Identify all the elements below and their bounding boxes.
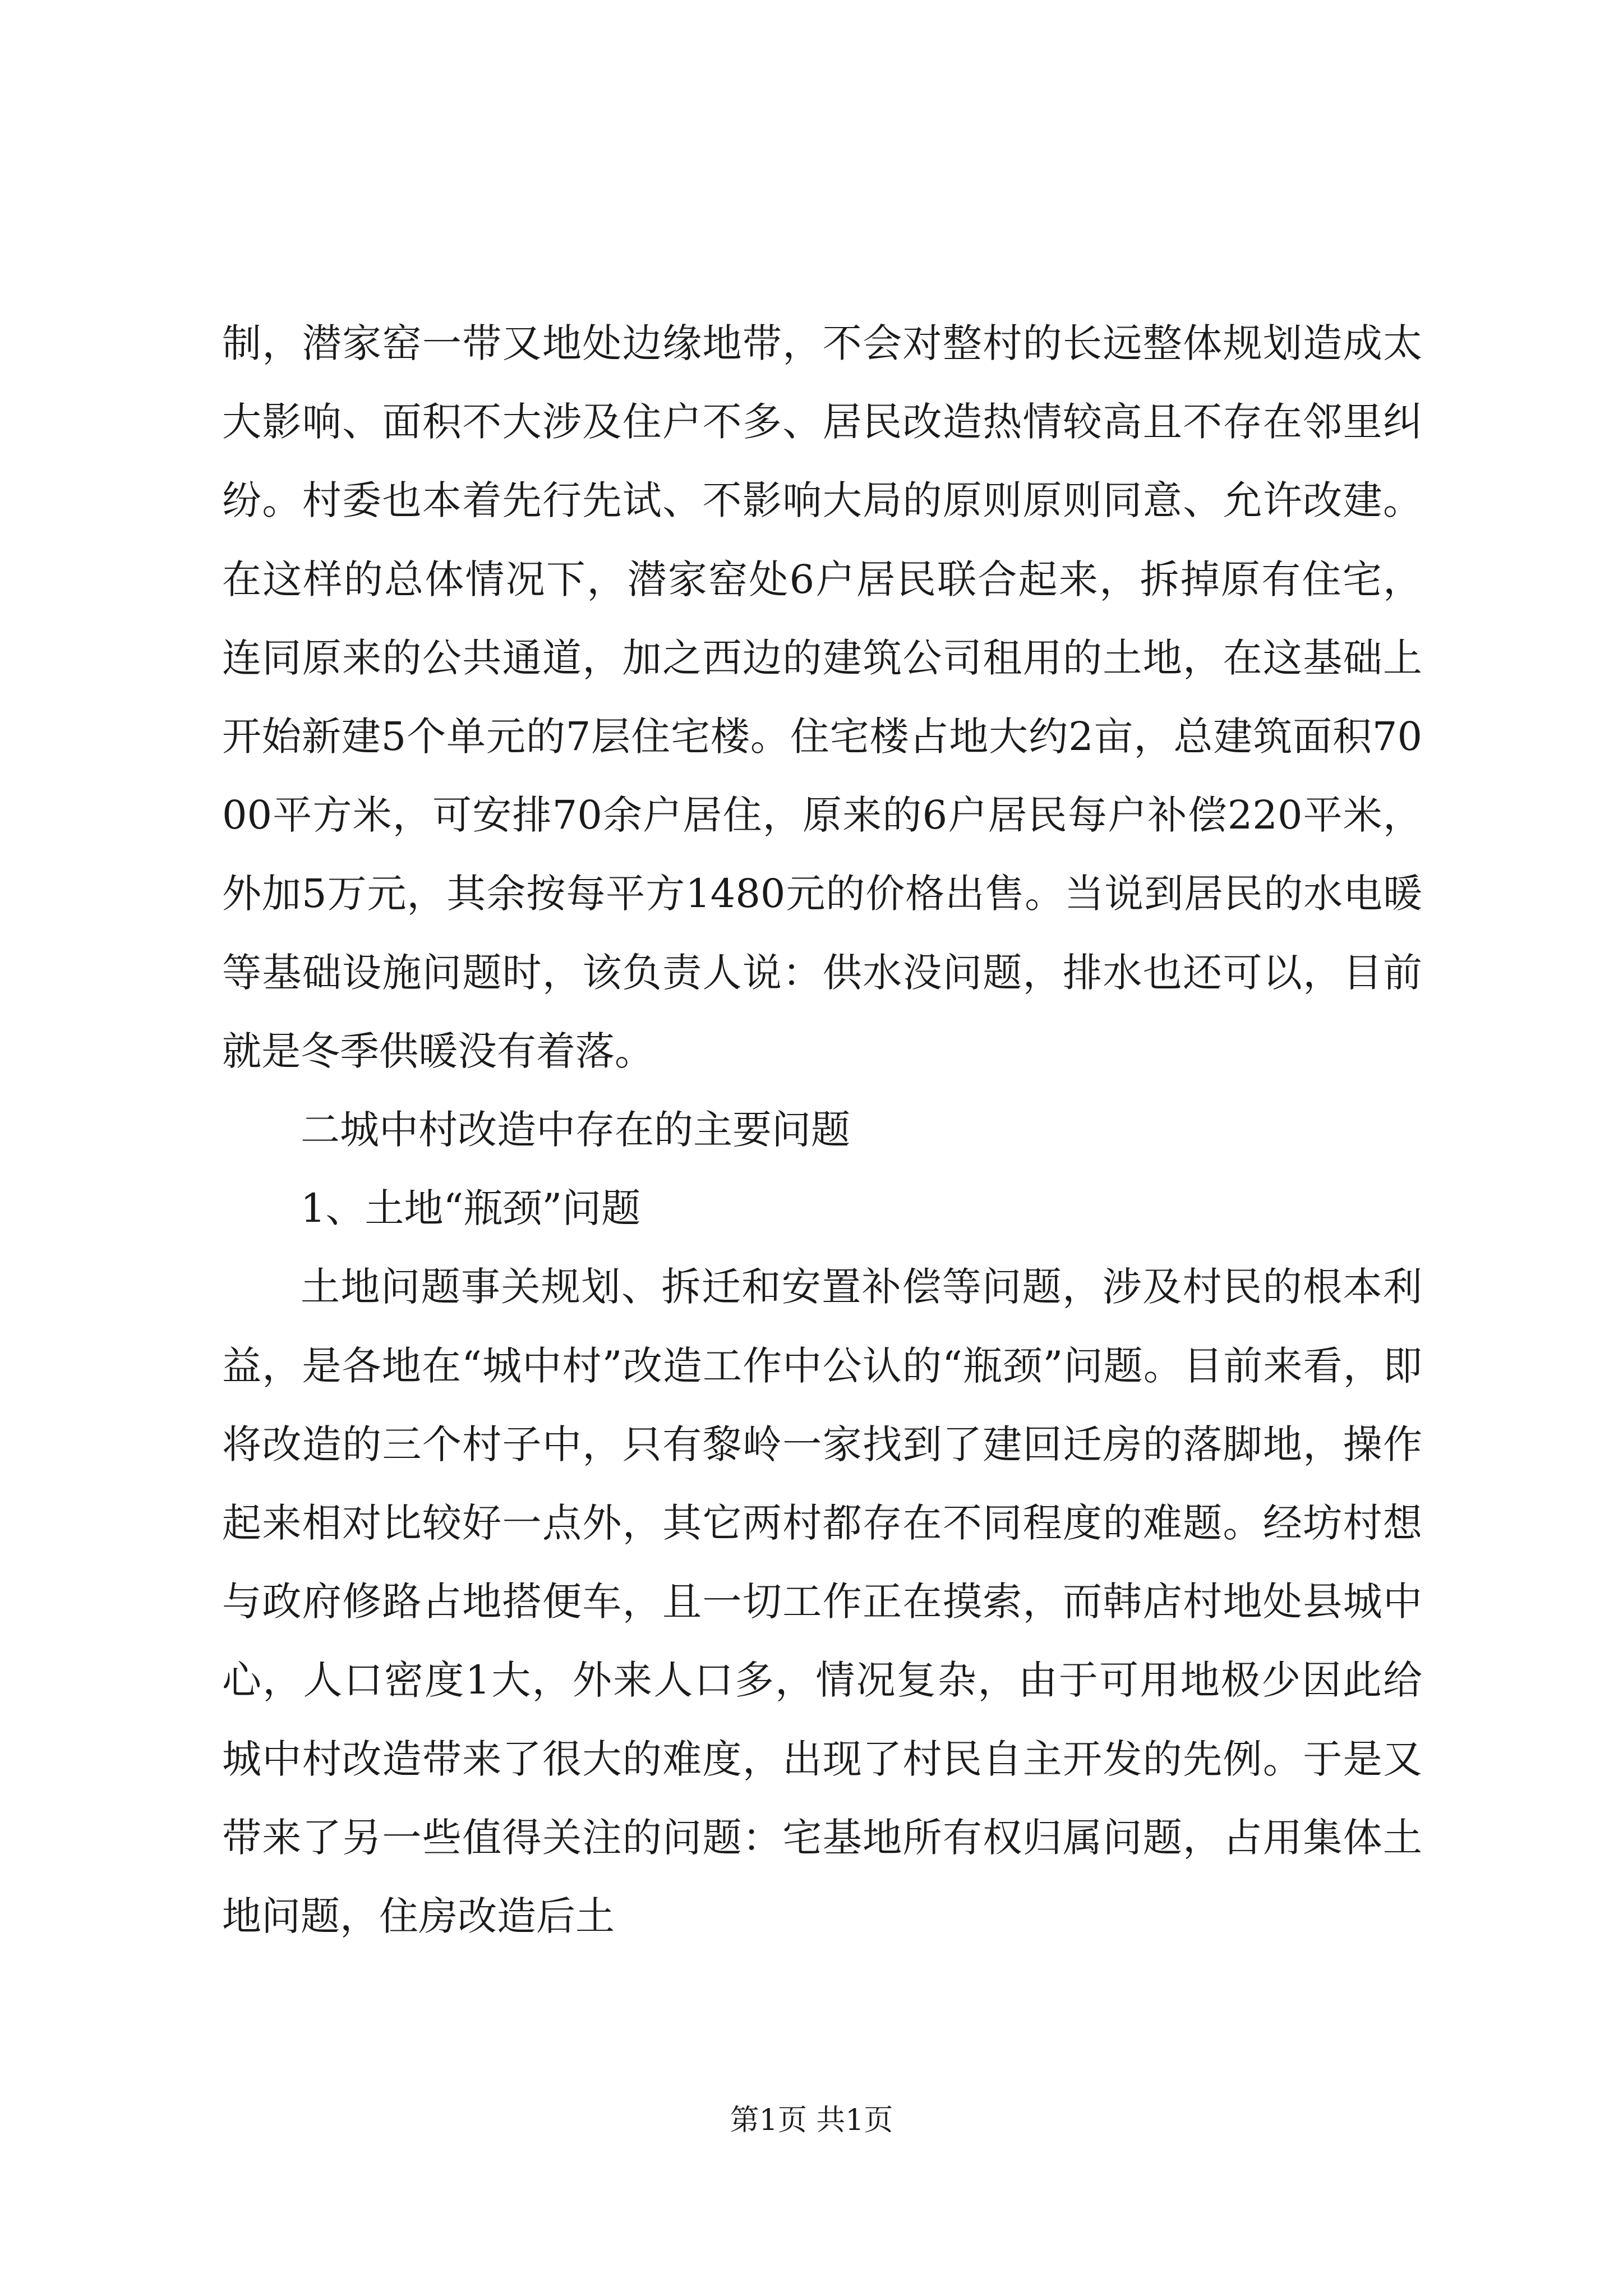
document-body: [222, 304, 1422, 1955]
paragraph-continued: 制，潜家窑一带又地处边缘地带，不会对整村的长远整体规划造成太大影响、面积不大涉及住户不多、居民改造热情较高且不存在邻里纠纷。村委也本着先行先试、不影响大局的原则原则同意、允许改建。在这样的总体情况下，潜家窑处6户居民联合起来，拆掉原有住宅，连同原来的公共通道，加之西边的建筑公司租用的土地，在这基础上开始新建5个单元的7层住宅楼。住宅楼占地大约2亩，总建筑面积7000平方米，可安排70余户居住，原来的6户居民每户补偿220平米，外加5万元，其余按每平方1480元的价格出售。当说到居民的水电暖等基础设施问题时，该负责人说：供水没问题，排水也还可以，目前就是冬季供暖没有着落。: [222, 320, 1422, 1074]
section-heading: 二城中村改造中存在的主要问题: [301, 1107, 850, 1153]
subsection-heading: 1、土地“瓶颈”问题: [301, 1185, 641, 1232]
paragraph-land-bottleneck: 土地问题事关规划、拆迁和安置补偿等问题，涉及村民的根本利益，是各地在“城中村”改造工作中公认的“瓶颈”问题。目前来看，即将改造的三个村子中，只有黎岭一家找到了建回迁房的落脚地，操作起来相对比较好一点外，其它两村都存在不同程度的难题。经坊村想与政府修路占地搭便车，且一切工作正在摸索，而韩店村地处县城中心，人口密度1大，外来人口多，情况复杂，由于可用地极少因此给城中村改造带来了很大的难度，出现了村民自主开发的先例。于是又带来了另一些值得关注的问题：宅基地所有权归属问题，占用集体土地问题，住房改造后土: [222, 1264, 1422, 1940]
page-footer: 第1页 共1页: [730, 2104, 893, 2137]
